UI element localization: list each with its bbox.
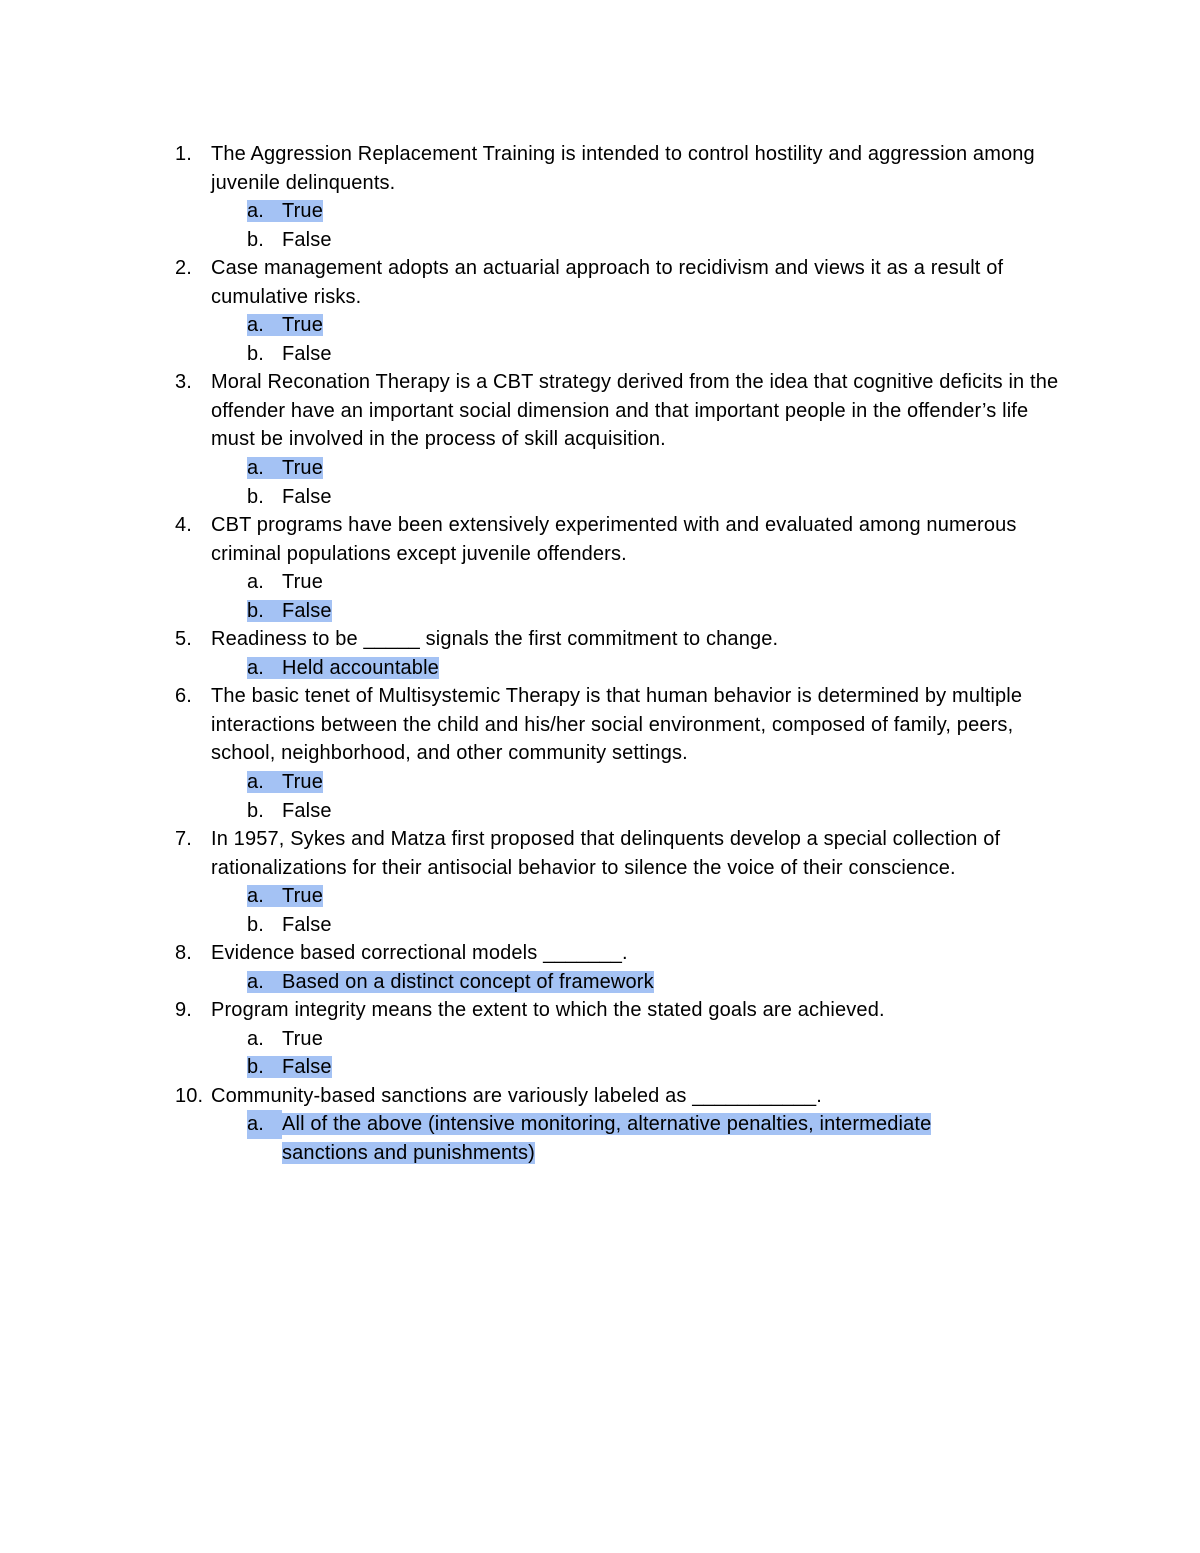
option-text: False xyxy=(282,914,332,936)
option-text: True xyxy=(282,885,323,907)
option-text: All of the above (intensive monitoring, alternative penalties, intermediate sanctions and punishments) xyxy=(282,1113,932,1164)
question-text: Evidence based correctional models _______. xyxy=(211,942,628,964)
question-number: 7. xyxy=(175,828,192,850)
question-number: 8. xyxy=(175,942,192,964)
question-text: The Aggression Replacement Training is intended to control hostility and aggression among juvenile delinquents. xyxy=(211,143,1035,194)
option-letter: a. xyxy=(247,771,264,793)
option-text: Based on a distinct concept of framework xyxy=(282,971,654,993)
option-letter: b. xyxy=(247,229,264,251)
question-number: 5. xyxy=(175,628,192,650)
option-letter: a. xyxy=(247,314,264,336)
option-letter: b. xyxy=(247,600,264,622)
question-number: 6. xyxy=(175,685,192,707)
option-text: False xyxy=(282,229,332,251)
option-letter: a. xyxy=(247,1028,264,1050)
question-text: CBT programs have been extensively experimented with and evaluated among numerous criminal populations except juvenile offenders. xyxy=(211,514,1017,565)
question-text: Program integrity means the extent to which the stated goals are achieved. xyxy=(211,999,885,1021)
option-letter: a. xyxy=(247,971,264,993)
option-letter: a. xyxy=(247,457,264,479)
option-text: False xyxy=(282,486,332,508)
option-text: False xyxy=(282,800,332,822)
option-letter: b. xyxy=(247,343,264,365)
option-text: True xyxy=(282,200,323,222)
question-number: 4. xyxy=(175,514,192,536)
option-letter: a. xyxy=(247,571,264,593)
option-text: True xyxy=(282,1028,323,1050)
option-letter: b. xyxy=(247,486,264,508)
option-text: True xyxy=(282,771,323,793)
question-number: 3. xyxy=(175,371,192,393)
question-text: Moral Reconation Therapy is a CBT strategy derived from the idea that cognitive deficits in the offender have an important social dimension and that important people in the offender’s life must be involved in the process of skill acquisition. xyxy=(211,371,1059,451)
option-text: False xyxy=(282,1056,332,1078)
option-text: False xyxy=(282,600,332,622)
question-text: Community-based sanctions are variously labeled as ___________. xyxy=(211,1085,822,1107)
option-letter: b. xyxy=(247,914,264,936)
question-text: Readiness to be _____ signals the first commitment to change. xyxy=(211,628,779,650)
option-letter: a. xyxy=(247,1110,282,1139)
question-number: 2. xyxy=(175,257,192,279)
option-text: True xyxy=(282,571,323,593)
option-letter: a. xyxy=(247,200,264,222)
question-text: In 1957, Sykes and Matza first proposed that delinquents develop a special collection of rationalizations for their antisocial behavior to silence the voice of their conscience. xyxy=(211,828,1001,879)
question-text: Case management adopts an actuarial approach to recidivism and views it as a result of cumulative risks. xyxy=(211,257,1004,308)
question-text: The basic tenet of Multisystemic Therapy is that human behavior is determined by multiple interactions between the child and his/her social environment, composed of family, peers, school, neighborhood, and other community settings. xyxy=(211,685,1023,765)
option-text: True xyxy=(282,457,323,479)
option-text: Held accountable xyxy=(282,657,439,679)
question-number: 1. xyxy=(175,143,192,165)
question-number: 9. xyxy=(175,999,192,1021)
option-letter: a. xyxy=(247,885,264,907)
option-letter: b. xyxy=(247,800,264,822)
option-letter: b. xyxy=(247,1056,264,1078)
option-letter: a. xyxy=(247,657,264,679)
option-text: False xyxy=(282,343,332,365)
question-number: 10. xyxy=(175,1085,204,1107)
option-text: True xyxy=(282,314,323,336)
